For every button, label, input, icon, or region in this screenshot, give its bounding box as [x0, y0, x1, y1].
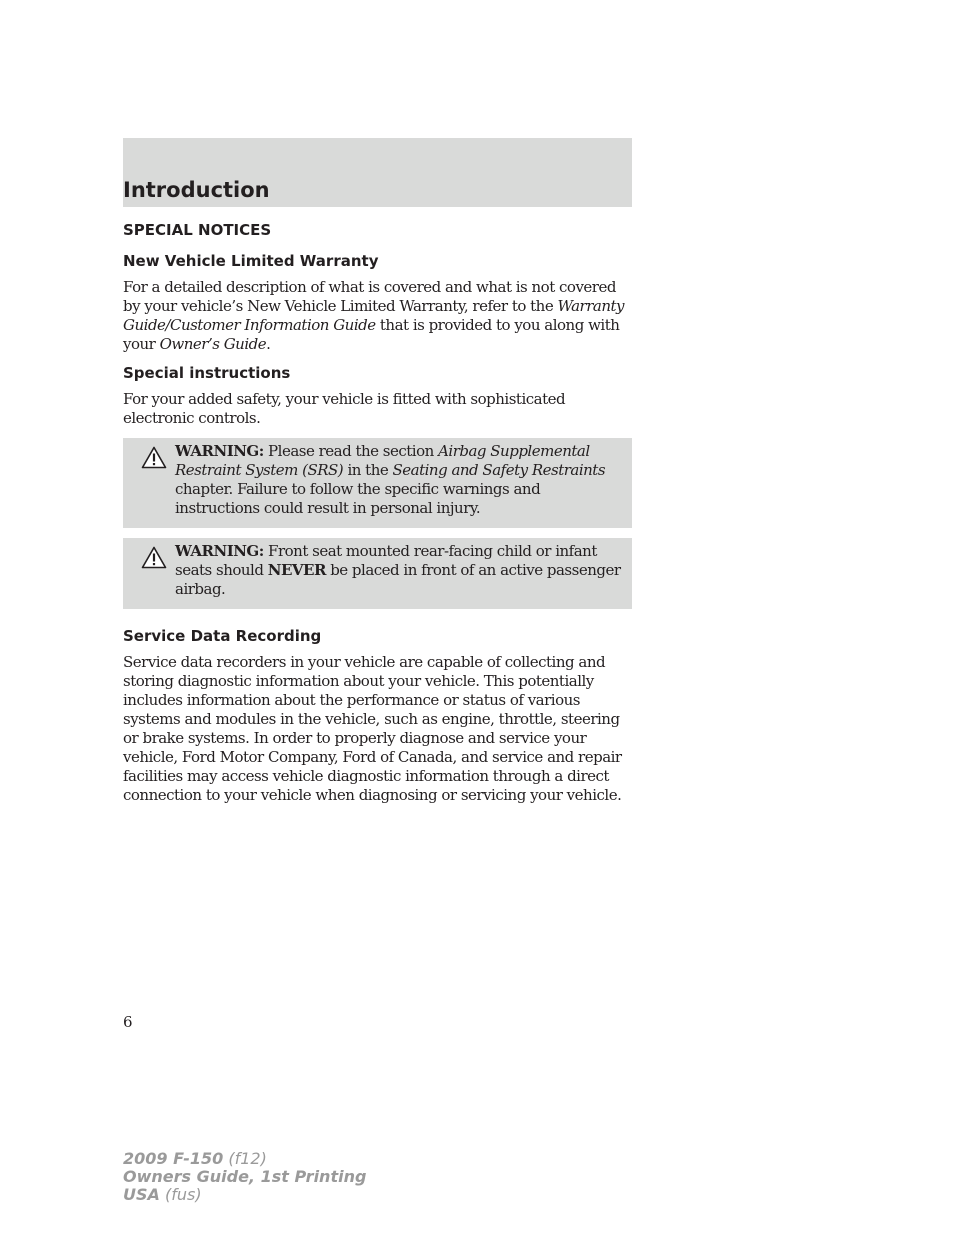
warning-triangle-icon — [141, 446, 167, 469]
warning-text-child-seat: WARNING: Front seat mounted rear-facing child or infant seats should NEVER be placed in front of an active passenger airbag. — [175, 542, 621, 598]
warning-label: WARNING: — [175, 542, 264, 560]
warranty-heading: New Vehicle Limited Warranty — [123, 252, 379, 270]
footer-edition: Owners Guide, 1st Printing — [123, 1167, 367, 1186]
service-data-paragraph: Service data recorders in your vehicle are capable of collecting and storing diagnostic information about your vehicle. This potentially includes information about the performance or status of various systems and modules in the vehicle, such as engine, throttle, steering or brake systems. In order to properly diagnose and service your vehicle, Ford Motor Company, Ford of Canada, and service and repair facilities may access vehicle diagnostic information through a direct connection to your vehicle when diagnosing or servicing your vehicle. — [123, 653, 622, 804]
main-content — [123, 221, 632, 815]
warning-triangle-icon — [141, 546, 167, 569]
warranty-paragraph: For a detailed description of what is covered and what is not covered by your vehicle’s New Vehicle Limited Warranty, refer to the Warranty Guide/Customer Information Guide that is provided to you along with your Owner’s Guide. — [123, 278, 625, 353]
warning-label: WARNING: — [175, 442, 264, 460]
footer-region: USA — [123, 1185, 160, 1204]
footer-model-code: (f12) — [228, 1149, 267, 1168]
section-heading: SPECIAL NOTICES — [123, 221, 272, 239]
seating-safety-ref: Seating and Safety Restraints — [392, 461, 606, 479]
never-emphasis: NEVER — [267, 561, 326, 579]
warning-text-airbag: WARNING: Please read the section Airbag Supplemental Restraint System (SRS) in the Seating and Safety Restraints chapter. Failure to follow the specific warnings and instructions could result in personal injury. — [175, 442, 606, 517]
special-instructions-heading: Special instructions — [123, 364, 291, 382]
warning-box-child-seat — [123, 538, 632, 609]
special-instructions-paragraph: For your added safety, your vehicle is fitted with sophisticated electronic controls. — [123, 390, 566, 427]
footer-model: 2009 F-150 — [123, 1149, 224, 1168]
page-title: Introduction — [123, 178, 270, 202]
service-data-heading: Service Data Recording — [123, 627, 322, 645]
owners-guide-ref: Owner’s Guide — [159, 335, 267, 353]
print-footer — [123, 1150, 366, 1204]
page-number: 6 — [123, 1013, 133, 1031]
footer-region-code: (fus) — [165, 1185, 202, 1204]
warranty-guide-ref: Warranty Guide/Customer Information Guide — [123, 297, 625, 334]
airbag-srs-ref: Airbag Supplemental Restraint System (SRS) — [175, 442, 590, 479]
warning-box-airbag — [123, 438, 632, 528]
